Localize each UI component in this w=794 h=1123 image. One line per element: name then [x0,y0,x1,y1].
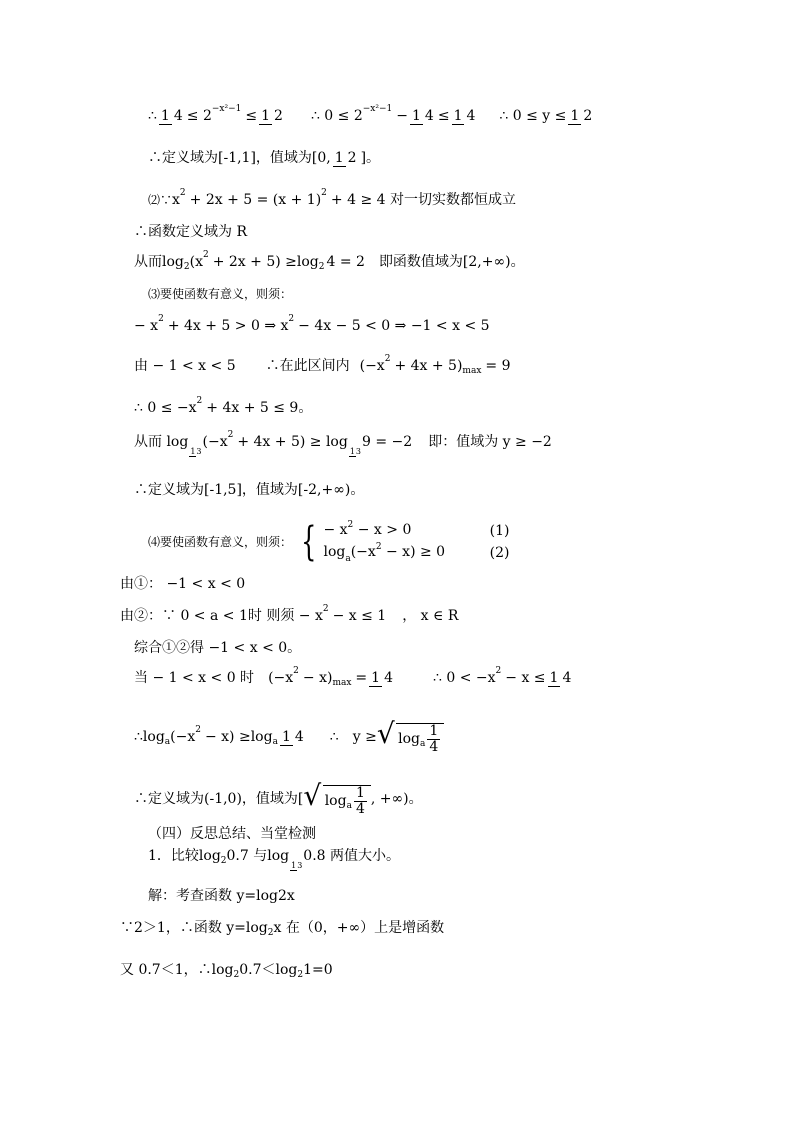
section-heading: （四）反思总结、当堂检测 [148,826,316,842]
line-20: 1．比较log 2 0.7 与log 13 0.8 两值大小。 [148,848,401,870]
line-22: ∵2＞1，∴函数 y=log 2 x 在（0，+∞）上是增函数 [120,920,445,938]
line-1: ∴ 1 4 ≤ 2 −x²−1 ≤ 1 2 ∴ 0 ≤ 2 −x²−1 − 1 4 ≤ 1 4 ∴ 0 ≤ y ≤ 1 2 [148,106,596,126]
equation-tag: (2) [489,545,510,561]
line-13: 由①： −1 < x < 0 [120,576,246,592]
fraction: 1 4 [160,107,183,124]
therefore-symbol: ∴ [148,108,157,124]
fraction: 1 4 [549,669,572,686]
line-2: ∴定义域为[-1,1]，值域为[0, 1 2 ]。 [148,149,381,166]
fraction: 1 4 [453,107,476,124]
fraction: 1 4 [411,107,434,124]
fraction: $\frac{1}{4}$ [355,784,365,817]
line-17: ∴log a (−x 2 − x) ≥log a 1 4 ∴ y ≥ √ log a $\frac{1}{4}$ [134,720,444,755]
exponent: −x²−1 [211,104,242,114]
fraction: 1 4 [371,669,393,686]
subscript-fraction: 13 [291,861,303,870]
line-8: 由 − 1 < x < 5 ∴在此区间内 (−x 2 + 4x + 5) max = 9 [134,354,511,376]
line-10: 从而 log 13 (−x 2 + 4x + 5) ≥ log 13 9 = −2 即：值域为 y ≥ −2 [134,430,552,456]
line-7: − x 2 + 4x + 5 > 0 ⇒ x 2 − 4x − 5 < 0 ⇒ −1 < x < 5 [134,314,490,334]
fraction: 1 4 [281,728,304,745]
line-4: ∴函数定义域为 R [134,224,247,240]
equation-system: − $x^2 - x > 0$ (1) $\log_a(-x^2 - x) \ge 0$ (2) [323,520,510,564]
line-5: 从而log 2 (x 2 + 2x + 5) ≥log 2 4 = 2 即函数值域为[2,+∞)。 [134,250,525,272]
fraction: 1 2 [261,107,283,124]
fraction: 1 2 [570,107,593,124]
line-11: ∴定义域为[-1,5]，值域为[-2,+∞)。 [134,482,365,498]
line-23: 又 0.7＜1，∴log 2 0.7＜log 2 1=0 [120,962,333,980]
fraction: 1 2 [334,149,357,166]
line-15: 综合①②得 −1 < x < 0。 [134,640,302,656]
line-14: 由②：∵ 0 < a < 1时 则须 − x 2 − x ≤ 1 ， x ∈ R [120,604,459,624]
fraction: $\frac{1}{4}$ [429,722,439,755]
line-16: 当 − 1 < x < 0 时 (−x 2 − x) max = 1 4 ∴ 0 < −x 2 − x ≤ 1 4 [134,666,572,688]
subscript-fraction: 13 [349,447,362,456]
subscript-fraction: 13 [190,447,202,456]
line-9: ∴ 0 ≤ −x 2 + 4x + 5 ≤ 9。 [134,396,313,416]
square-root: √ log a $\frac{1}{4}$ [377,720,444,755]
line-12-system: ⑷要使函数有意义，则须： { − $x^2 - x > 0$ (1) $\log_a(-x^2 - x) \ge 0$ (2) [148,519,510,565]
brace: { [301,519,317,565]
exponent: −x²−1 [362,104,393,114]
equation-tag: (1) [489,523,510,539]
line-6: ⑶要使函数有意义，则须： [148,287,293,301]
line-3: ⑵∵ x 2 + 2x + 5 = (x + 1) 2 + 4 ≥ 4 对一切实数都恒成立 [148,188,516,208]
line-18: ∴定义域为(-1,0)，值域为[ √ log a $\frac{1}{4}$ , +∞)。 [134,779,423,817]
line-21: 解：考查函数 y=log2x [148,888,295,904]
square-root: √ log a $\frac{1}{4}$ [303,782,370,817]
